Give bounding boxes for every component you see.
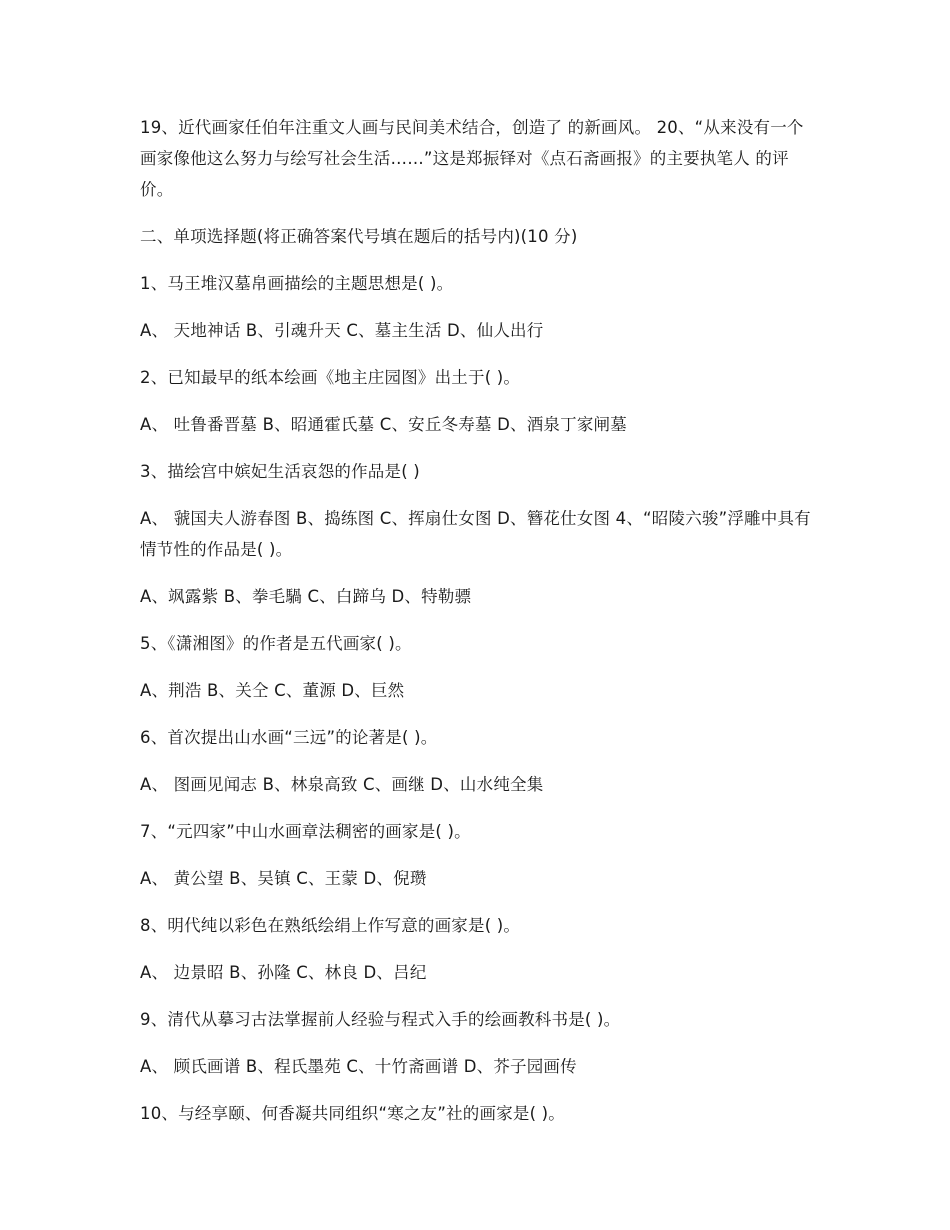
question-5-options: A、荆浩 B、关仝 C、董源 D、巨然	[140, 681, 405, 700]
question-1: 1、马王堆汉墓帛画描绘的主题思想是( )。	[140, 274, 454, 293]
question-7-options: A、 黄公望 B、吴镇 C、王蒙 D、倪瓒	[140, 869, 427, 888]
document-page	[140, 112, 812, 1129]
question-7: 7、“元四家”中山水画章法稠密的画家是( )。	[140, 822, 471, 841]
question-3-options-and-question-4: A、 虢国夫人游春图 B、捣练图 C、挥扇仕女图 D、簪花仕女图 4、“昭陵六骏”浮雕中具有情节性的作品是( )。	[140, 509, 811, 559]
question-8-options: A、 边景昭 B、孙隆 C、林良 D、吕纪	[140, 963, 427, 982]
question-6-options: A、 图画见闻志 B、林泉高致 C、画继 D、山水纯全集	[140, 775, 544, 794]
question-19-20: 19、近代画家任伯年注重文人画与民间美术结合，创造了 的新画风。 20、“从来没有一个画家像他这么努力与绘写社会生活……”这是郑振铎对《点石斋画报》的主要执笔人 的评价。	[140, 118, 804, 199]
question-2-options: A、 吐鲁番晋墓 B、昭通霍氏墓 C、安丘冬寿墓 D、酒泉丁家闸墓	[140, 415, 627, 434]
section-heading-single-choice: 二、单项选择题(将正确答案代号填在题后的括号内)(10 分)	[140, 227, 578, 246]
question-4-options: A、飒露紫 B、拳毛騧 C、白蹄乌 D、特勒骠	[140, 587, 472, 606]
question-3: 3、描绘宫中嫔妃生活哀怨的作品是( )	[140, 462, 420, 481]
question-1-options: A、 天地神话 B、引魂升天 C、墓主生活 D、仙人出行	[140, 321, 544, 340]
question-10: 10、与经享颐、何香凝共同组织“寒之友”社的画家是( )。	[140, 1104, 566, 1123]
question-6: 6、首次提出山水画“三远”的论著是( )。	[140, 728, 438, 747]
question-2: 2、已知最早的纸本绘画《地主庄园图》出土于( )。	[140, 368, 521, 387]
question-8: 8、明代纯以彩色在熟纸绘绢上作写意的画家是( )。	[140, 916, 521, 935]
question-9-options: A、 顾氏画谱 B、程氏墨苑 C、十竹斋画谱 D、芥子园画传	[140, 1057, 577, 1076]
question-5: 5、《潇湘图》的作者是五代画家( )。	[140, 634, 412, 653]
question-9: 9、清代从摹习古法掌握前人经验与程式入手的绘画教科书是( )。	[140, 1010, 621, 1029]
